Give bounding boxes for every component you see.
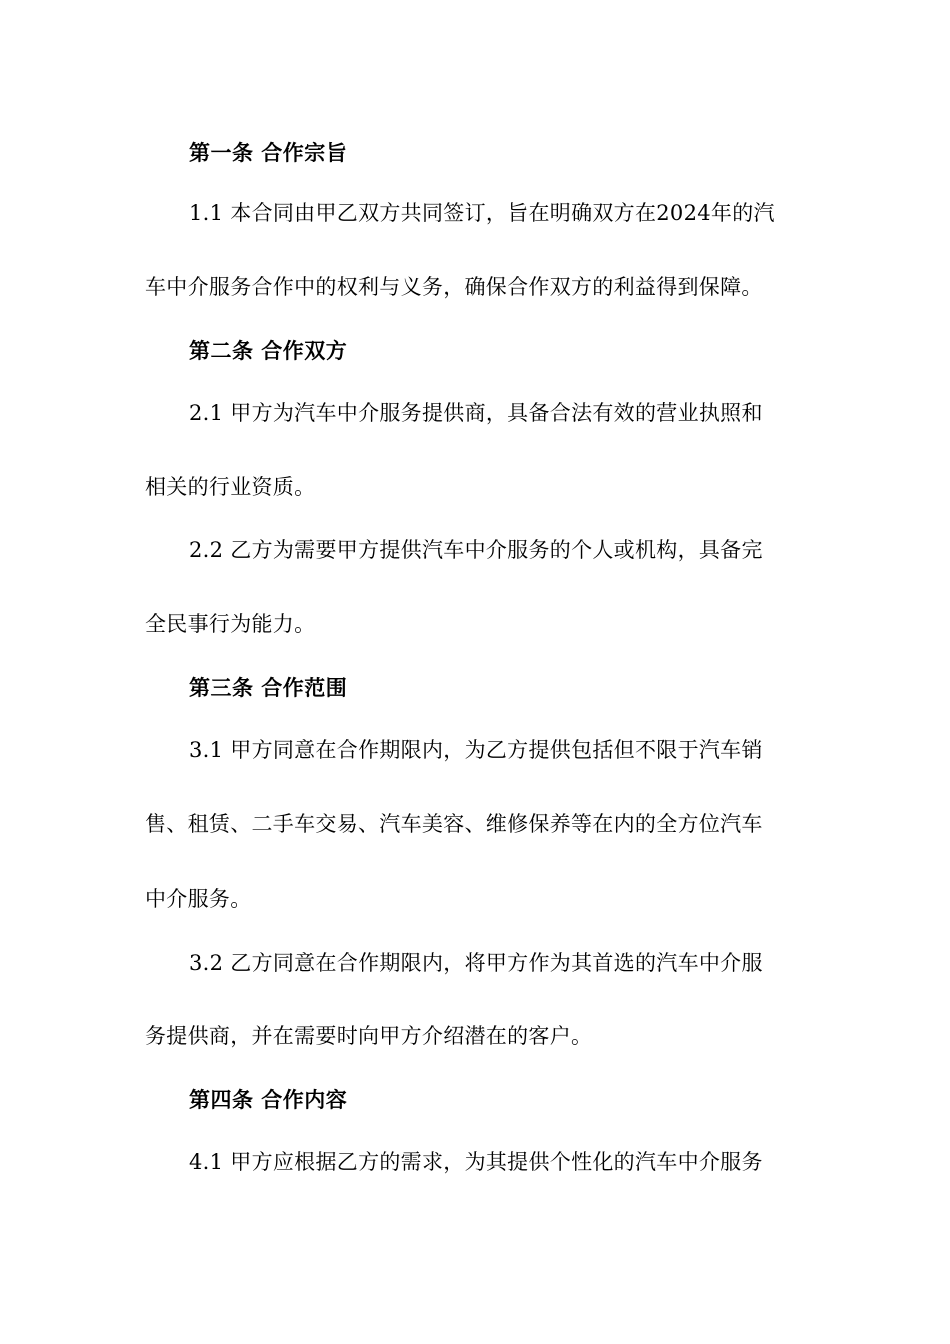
article-1-heading: 第一条 合作宗旨	[189, 141, 348, 165]
article-4-1-line-1: 4.1 甲方应根据乙方的需求，为其提供个性化的汽车中介服务	[189, 1150, 763, 1174]
article-3-2-line-1: 3.2 乙方同意在合作期限内，将甲方作为其首选的汽车中介服	[189, 951, 763, 975]
article-2-2-line-1: 2.2 乙方为需要甲方提供汽车中介服务的个人或机构，具备完	[189, 538, 763, 562]
article-1-1-line-2: 车中介服务合作中的权利与义务，确保合作双方的利益得到保障。	[145, 275, 763, 299]
article-3-heading: 第三条 合作范围	[189, 676, 348, 700]
article-4-heading: 第四条 合作内容	[189, 1088, 348, 1112]
article-3-2-line-2: 务提供商，并在需要时向甲方介绍潜在的客户。	[145, 1024, 593, 1048]
article-2-1-line-1: 2.1 甲方为汽车中介服务提供商，具备合法有效的营业执照和	[189, 401, 763, 425]
article-2-heading: 第二条 合作双方	[189, 339, 348, 363]
article-2-2-line-2: 全民事行为能力。	[145, 612, 316, 636]
article-3-1-line-2: 售、租赁、二手车交易、汽车美容、维修保养等在内的全方位汽车	[145, 812, 763, 836]
article-1-1-line-1: 1.1 本合同由甲乙双方共同签订，旨在明确双方在2024年的汽	[189, 201, 775, 225]
article-2-1-line-2: 相关的行业资质。	[145, 475, 316, 499]
article-3-1-line-3: 中介服务。	[145, 887, 252, 911]
article-3-1-line-1: 3.1 甲方同意在合作期限内，为乙方提供包括但不限于汽车销	[189, 738, 763, 762]
